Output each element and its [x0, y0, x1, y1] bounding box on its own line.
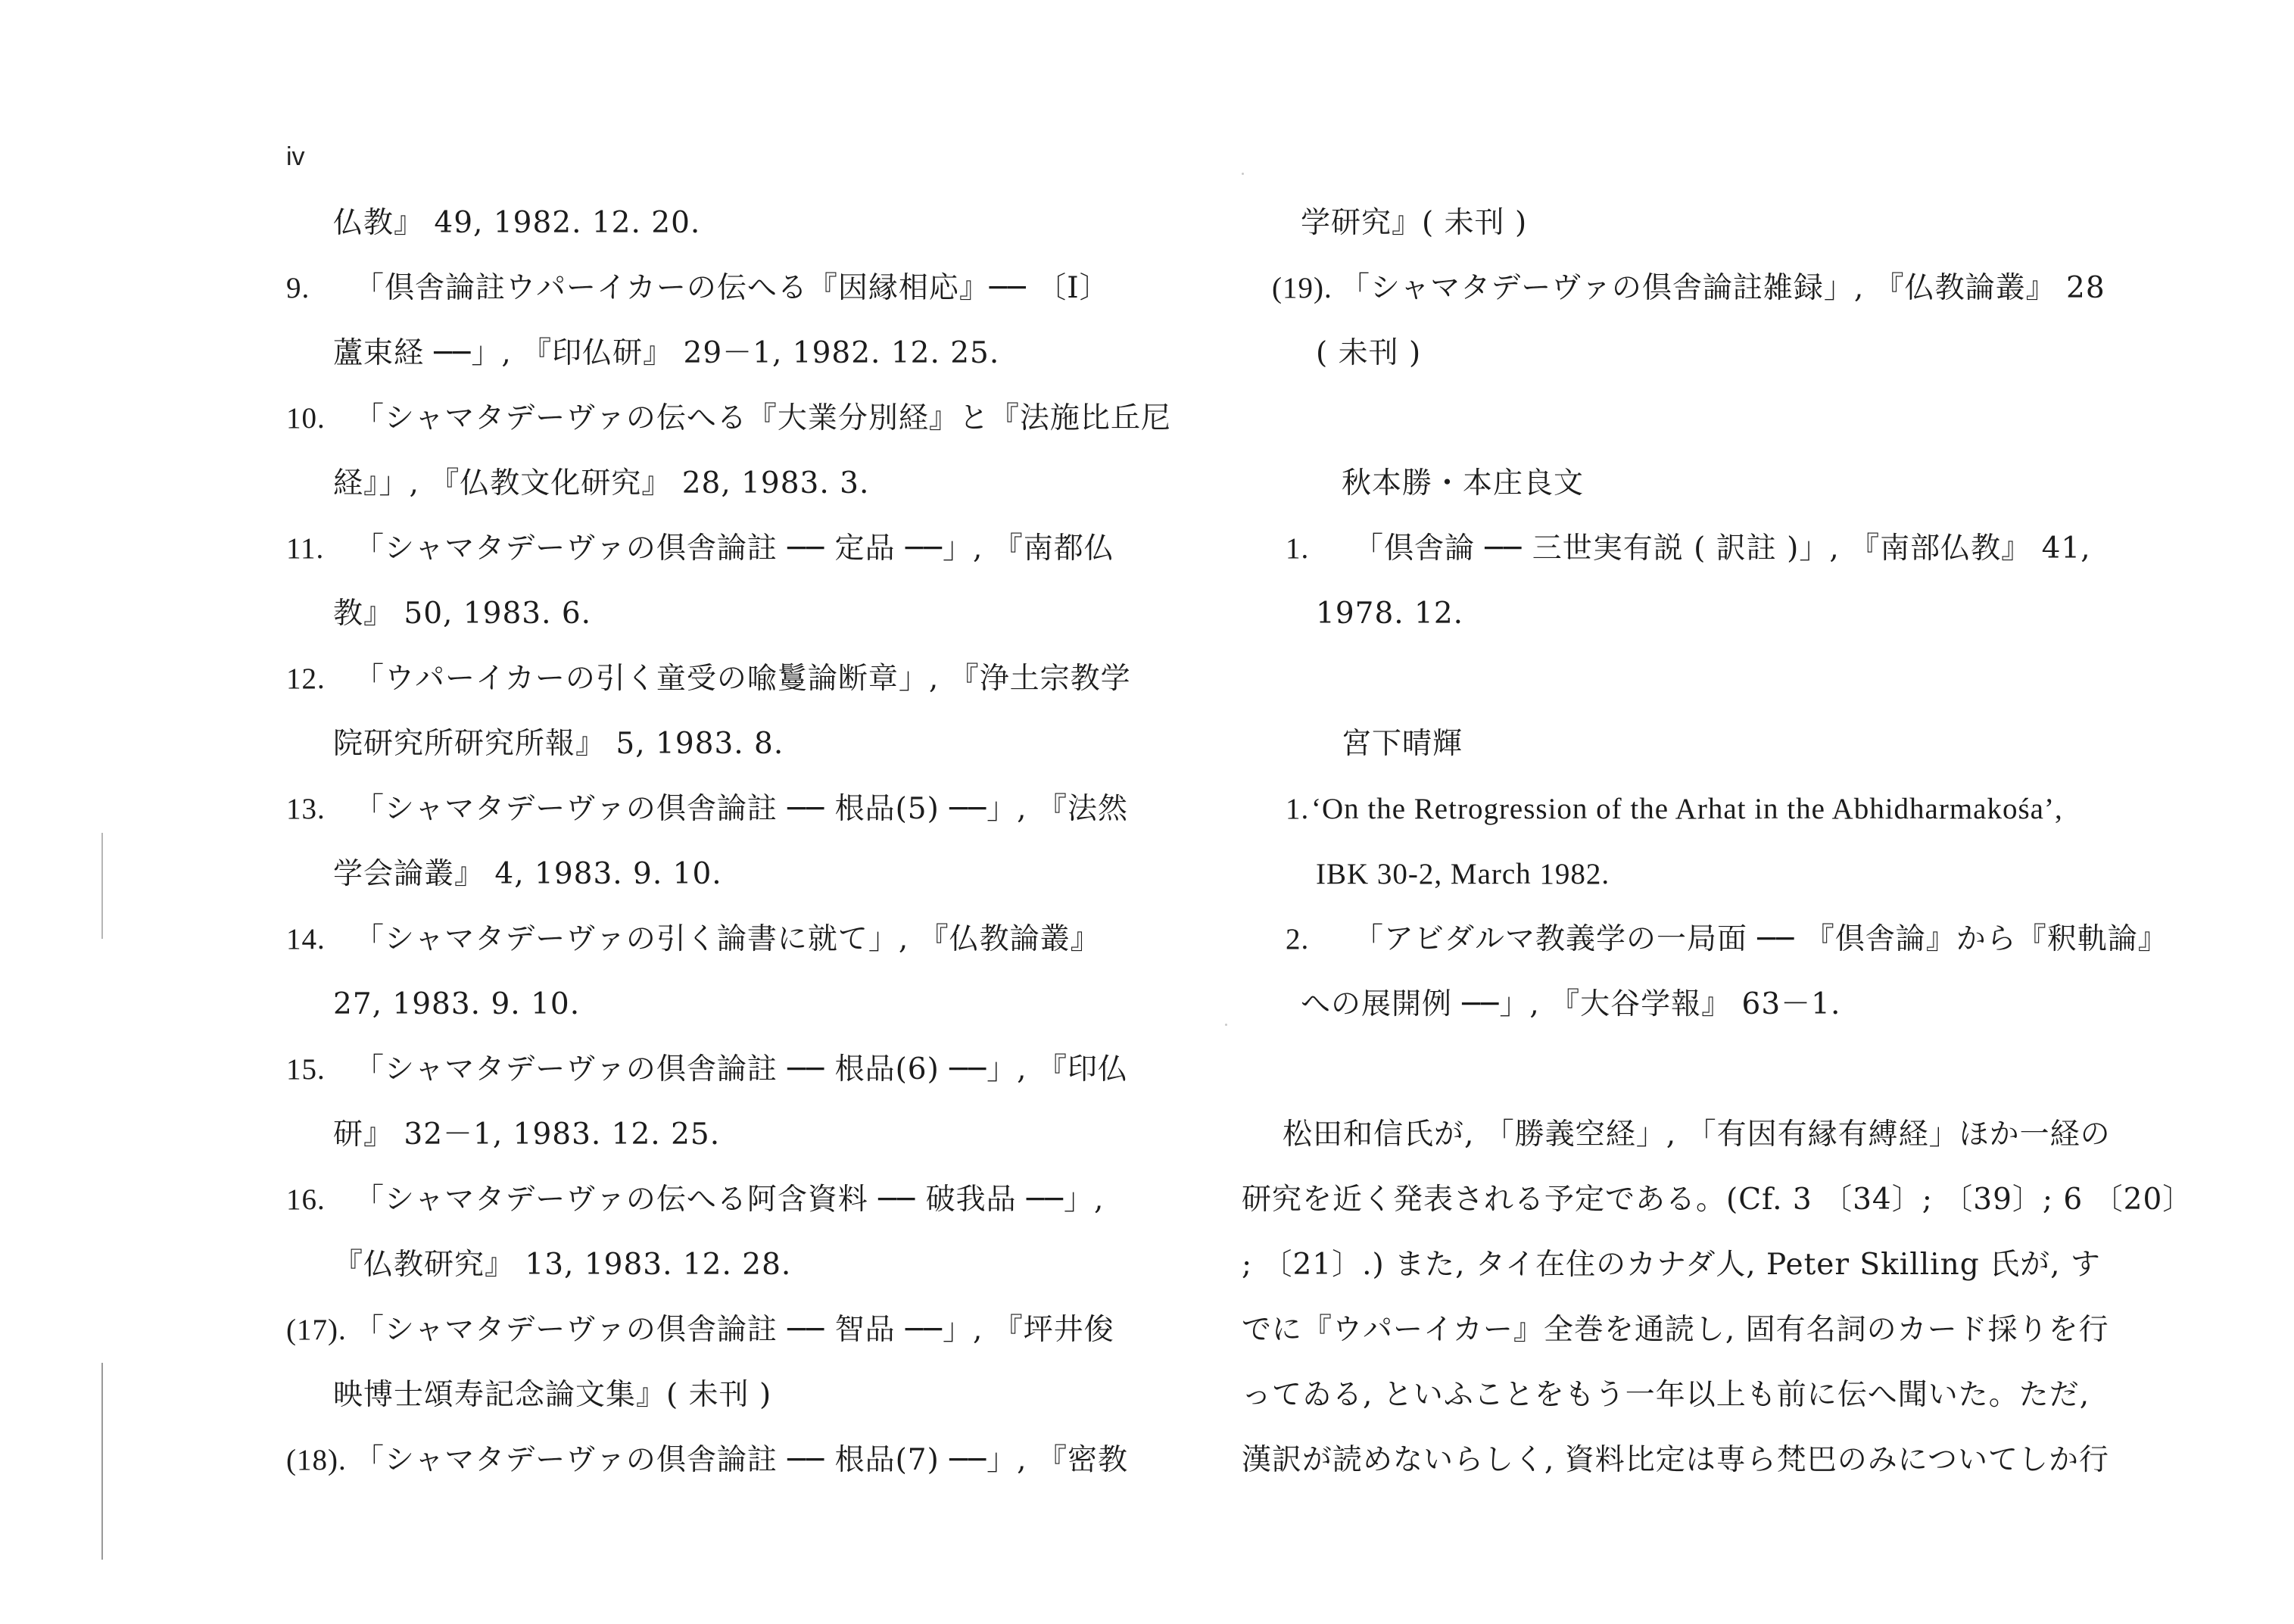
section-gap [1242, 1037, 2173, 1102]
entry-text-cont: 院研究所研究所報』 5, 1983. 8. [333, 727, 784, 761]
author1-entry-1 [1242, 516, 2173, 647]
entry-text-cont: IBK 30-2, March 1982. [1316, 858, 1610, 890]
entry-text: 「ウパーイカーの引く童受の喩鬘論断章」, 『浄土宗教学 [354, 662, 1131, 696]
entry-number: 10. [286, 402, 326, 435]
bibliography-entry-15 [286, 1037, 1206, 1167]
entry-text-cont: 研』 32－1, 1983. 12. 25. [333, 1117, 721, 1152]
entry-text-cont: への展開例 ──」, 『大谷学報』 63－1. [1301, 987, 1841, 1021]
entry-number: 9. [286, 272, 310, 304]
entry-text-cont: 『仏教研究』 13, 1983. 12. 28. [333, 1248, 792, 1282]
prose-line: 研究を近く発表される予定である。(Cf. 3 〔34〕; 〔39〕; 6 〔20〕 [1242, 1183, 2193, 1217]
entry-text-cont: 学会論叢』 4, 1983. 9. 10. [333, 857, 722, 891]
entry-text: 「シャマタデーヴァの伝へる阿含資料 ── 破我品 ──」, [354, 1183, 1105, 1217]
entry-number: 15. [286, 1053, 326, 1086]
entry-number: 11. [286, 532, 325, 565]
bibliography-entry-11 [286, 516, 1206, 647]
prose-line: ; 〔21〕.) また, タイ在住のカナダ人, Peter Skilling 氏が, す [1242, 1248, 2101, 1282]
entry-number: 16. [286, 1183, 326, 1216]
prose-line: 松田和信氏が, 「勝義空経」, 「有因有縁有縛経」ほか一経の [1283, 1117, 2111, 1152]
bibliography-entry-16 [286, 1167, 1206, 1298]
continuation-line: 学研究』( 未刊 ) [1301, 206, 1528, 240]
entry-text: 「シャマタデーヴァの倶舎論註 ── 定品 ──」, 『南都仏 [354, 531, 1114, 566]
entry-number: 1. [1286, 532, 1310, 565]
entry-text: 「倶舎論 ── 三世実有説 ( 訳註 )」, 『南部仏教』 41, [1354, 531, 2091, 566]
scan-speck [1225, 1024, 1227, 1026]
entry-text: 「シャマタデーヴァの引く論書に就て」, 『仏教論叢』 [354, 922, 1101, 956]
entry-text: 「シャマタデーヴァの倶舎論註雑録」, 『仏教論叢』 28 [1340, 271, 2105, 305]
bibliography-entry-9 [286, 256, 1206, 386]
entry-number: 1. [1286, 793, 1310, 825]
right-column [1242, 191, 2193, 1493]
bibliography-entry-19 [1242, 256, 2173, 386]
author2-entry-2 [1242, 907, 2173, 1037]
bibliography-entry-14 [286, 907, 1206, 1037]
entry-text: 「シャマタデーヴァの伝へる『大業分別経』と『法施比丘尼 [354, 401, 1171, 435]
page-number: iv [286, 142, 305, 171]
bibliography-entry-18 [286, 1428, 1206, 1493]
entry-text-cont: 27, 1983. 9. 10. [333, 987, 581, 1021]
entry-text: 「シャマタデーヴァの倶舎論註 ── 根品(5) ──」, 『法然 [354, 792, 1128, 826]
entry-text-cont: 経』」, 『仏教文化研究』 28, 1983. 3. [333, 466, 870, 500]
entry-number: 13. [286, 793, 326, 825]
author-heading: 宮下晴輝 [1342, 727, 1463, 761]
section-gap [1242, 647, 2173, 712]
scan-speck [1242, 173, 1244, 175]
entry-text: 「倶舎論註ウパーイカーの伝へる『因縁相応』── 〔I〕 [354, 271, 1110, 305]
bibliography-entry-13 [286, 777, 1206, 907]
entry-number: (19). [1272, 272, 1332, 304]
entry-text: 「アビダルマ教義学の一局面 ── 『倶舎論』から『釈軌論』 [1354, 922, 2168, 956]
author2-entry-1 [1242, 777, 2173, 907]
bibliography-entry-10 [286, 386, 1206, 516]
prose-line: ってゐる, といふことをもう一年以上も前に伝へ聞いた。ただ, [1242, 1378, 2090, 1412]
continuation-line: 仏教』 49, 1982. 12. 20. [333, 206, 701, 240]
entry-text-cont: 蘆束経 ──」, 『印仏研』 29－1, 1982. 12. 25. [333, 336, 1000, 370]
prose-line: 漢訳が読めないらしく, 資料比定は専ら梵巴のみについてしか行 [1242, 1443, 2110, 1477]
entry-number: 12. [286, 662, 326, 695]
entry-number: (18). [286, 1444, 347, 1476]
entry-text: ‘On the Retrogression of the Arhat in the Abhidharmakośa’, [1311, 793, 2063, 825]
entry-text: 「シャマタデーヴァの倶舎論註 ── 智品 ──」, 『坪井俊 [354, 1313, 1114, 1347]
entry-text: 「シャマタデーヴァの倶舎論註 ── 根品(6) ──」, 『印仏 [354, 1052, 1128, 1086]
entry-text-cont: 1978. 12. [1316, 597, 1464, 631]
author-heading: 秋本勝・本庄良文 [1342, 466, 1585, 500]
entry-text-cont: 映博士頌寿記念論文集』( 未刊 ) [333, 1378, 772, 1412]
bibliography-entry-12 [286, 647, 1206, 777]
entry-number: 2. [1286, 923, 1310, 955]
left-column [286, 191, 1206, 1493]
scan-edge-marks [101, 833, 104, 1560]
entry-number: 14. [286, 923, 326, 955]
entry-text: 「シャマタデーヴァの倶舎論註 ── 根品(7) ──」, 『密教 [354, 1443, 1128, 1477]
entry-text-cont: ( 未刊 ) [1316, 336, 1422, 370]
entry-text-cont: 教』 50, 1983. 6. [333, 597, 592, 631]
bibliography-entry-17 [286, 1298, 1206, 1428]
section-gap [1242, 386, 2173, 451]
entry-number: (17). [286, 1314, 347, 1346]
prose-line: でに『ウパーイカー』全巻を通読し, 固有名詞のカード採りを行 [1242, 1313, 2109, 1347]
